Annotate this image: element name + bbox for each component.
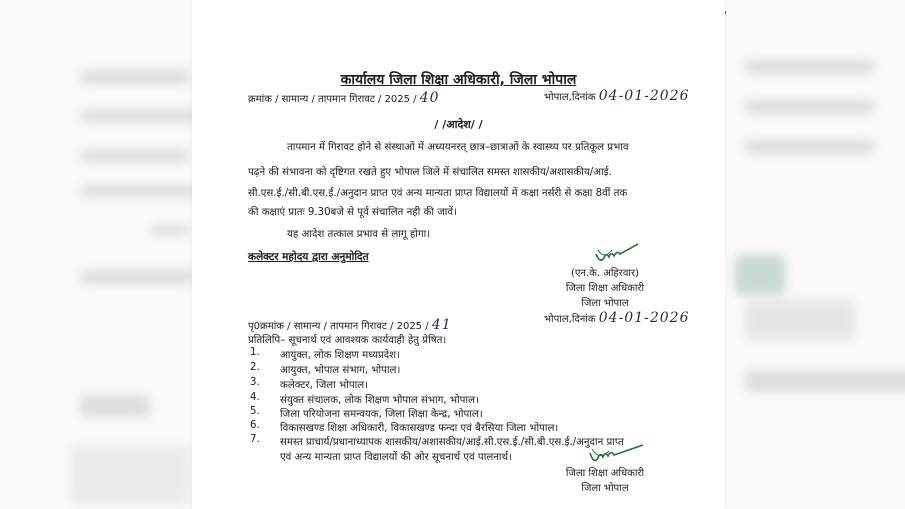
signature-icon bbox=[592, 242, 642, 268]
blurred-background-left bbox=[0, 0, 192, 509]
endorsement-date: भोपाल,दिनांक 04-01-2026 bbox=[544, 310, 690, 326]
endorsement-reference-number: पृ0क्रमांक / सामान्य / तापमान गिरावट / 2025 / 41 bbox=[248, 317, 452, 333]
official-order-document bbox=[192, 0, 725, 509]
signatory-name: (एन.के. अहिरवार) bbox=[571, 268, 639, 279]
collector-approval-note: कलेक्टर महोदय द्वारा अनुमोदित bbox=[248, 251, 369, 263]
effective-immediately-line: यह आदेश तत्काल प्रभाव से लागू होगा। bbox=[287, 229, 431, 240]
handwritten-endorsement-ref: 41 bbox=[431, 317, 452, 333]
order-date: भोपाल,दिनांक 04-01-2026 bbox=[544, 88, 690, 104]
document-title: कार्यालय जिला शिक्षा अधिकारी, जिला भोपाल bbox=[340, 72, 577, 88]
list-item: 3. कलेक्टर, जिला भोपाल। bbox=[250, 377, 369, 391]
list-item-continuation: एवं अन्य मान्यता प्राप्त विद्यालयों की ओर सूचनार्थ एवं पालनार्थ। bbox=[280, 452, 512, 463]
list-item: 6. विकासखण्ड शिक्षा अधिकारी, विकासखण्ड फन्दा एवं बैरसिया जिला भोपाल। bbox=[250, 420, 559, 434]
signatory-place: जिला भोपाल bbox=[581, 298, 629, 309]
closing-signatory-block bbox=[560, 466, 650, 496]
signatory-block bbox=[560, 266, 650, 311]
blurred-background-right bbox=[725, 0, 905, 509]
order-paragraph-line-2: पढ़ने की संभावना को दृष्टिगत रखते हुए भोपाल जिले में संचालित समस्त शासकीय/अशासकीय/आई. bbox=[248, 167, 612, 178]
copy-forwarded-note: प्रतिलिपि– सूचनार्थ एवं आवश्यक कार्यवाही हेतु प्रेषित। bbox=[248, 335, 447, 346]
handwritten-endorsement-date: 04-01-2026 bbox=[598, 310, 690, 326]
list-item: 5. जिला परियोजना समन्वयक, जिला शिक्षा केन्द्र, भोपाल। bbox=[250, 406, 483, 420]
handwritten-ref-number: 40 bbox=[419, 90, 440, 106]
closing-signatory-designation: जिला शिक्षा अधिकारी bbox=[565, 468, 645, 479]
order-paragraph-line-4: की कक्षाएं प्रातः 9.30बजे से पूर्व संचालित नही की जावें। bbox=[248, 207, 457, 218]
list-item: 2. आयुक्त, भोपाल संभाग, भोपाल। bbox=[250, 362, 401, 376]
order-heading: / /आदेश/ / bbox=[434, 118, 483, 131]
closing-signatory-place: जिला भोपाल bbox=[581, 483, 629, 494]
order-paragraph-line-3: सी.एस.ई./सी.बी.एस.ई./अनुदान प्राप्त एवं अन्य मान्यता प्राप्त विद्यालयों में कक्षा नर्सरी से कक्षा 8वीं तक bbox=[248, 188, 628, 199]
list-item: 1. आयुक्त, लोक शिक्षण मध्यप्रदेश। bbox=[250, 347, 400, 361]
reference-number: क्रमांक / सामान्य / तापमान गिरावट / 2025 / 40 bbox=[248, 90, 440, 106]
list-item: 4. संयुक्त संचालक, लोक शिक्षण भोपाल संभाग, भोपाल। bbox=[250, 392, 479, 406]
list-item: 7. समस्त प्राचार्य/प्रधानाध्यापक शासकीय/अशासकीय/आई.सी.एस.ई./सी.बी.एस.ई./अनुदान प्राप्त bbox=[250, 434, 624, 448]
order-paragraph-line-1: तापमान में गिरावट होने से संस्थाओं में अध्ययनरत् छात्र–छात्राओं के स्वास्थ्य पर प्रतिकूल प्रभाव bbox=[287, 142, 629, 153]
handwritten-date: 04-01-2026 bbox=[598, 88, 690, 104]
signatory-designation: जिला शिक्षा अधिकारी bbox=[565, 283, 645, 294]
